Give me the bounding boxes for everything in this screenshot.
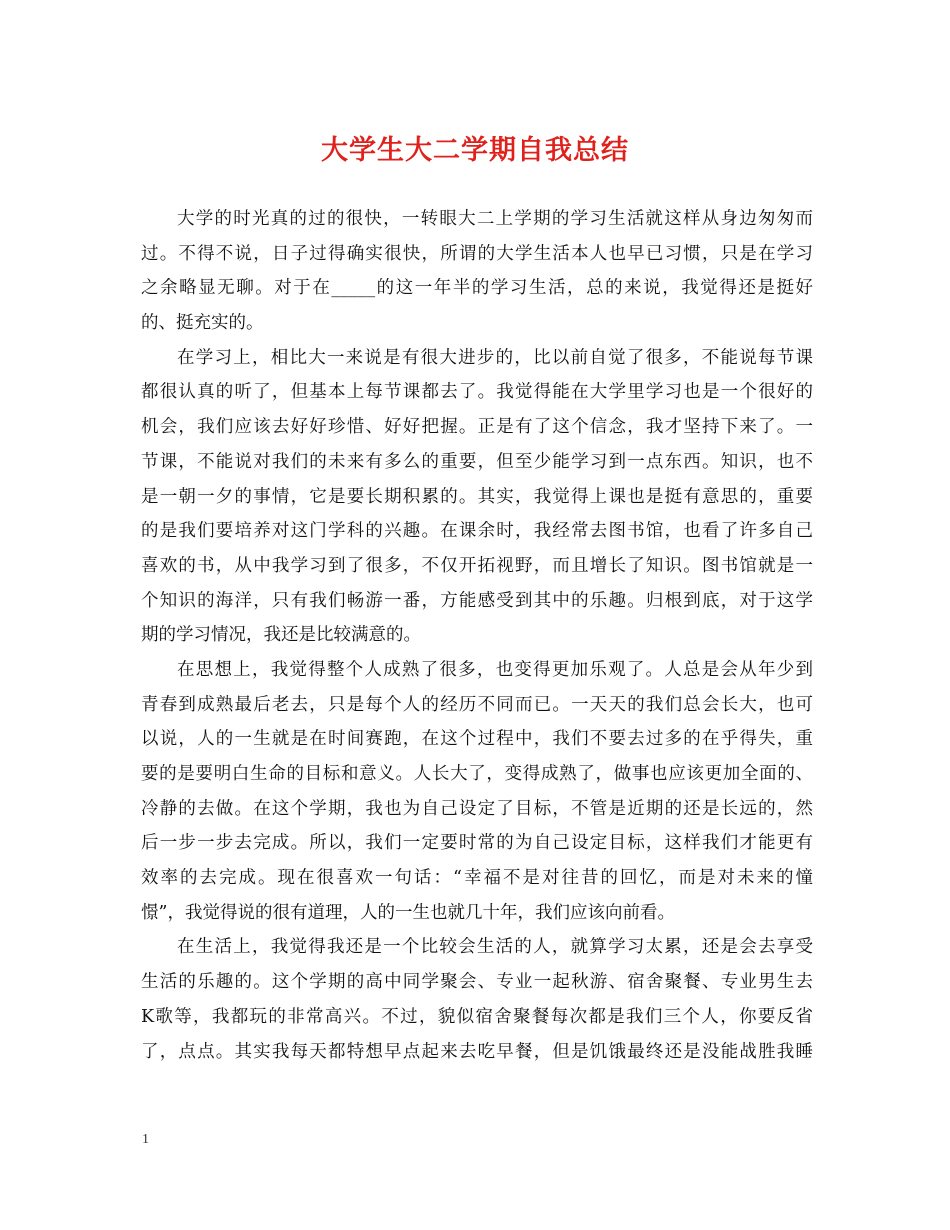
- paragraph-line: 都很认真的听了，但基本上每节课都去了。我觉得能在大学里学习也是一个很好的: [141, 382, 813, 403]
- paragraph-line: 过。不得不说，日子过得确实很快，所谓的大学生活本人也早已习惯，只是在学习: [141, 243, 813, 264]
- paragraph-line: 在学习上，相比大一来说是有很大进步的，比以前自觉了很多，不能说每节课: [177, 347, 813, 368]
- paragraph-line: 要的是要明白生命的目标和意义。人长大了，变得成熟了，做事也应该更加全面的、: [141, 764, 813, 784]
- paragraph-line: 喜欢的书，从中我学习到了很多，不仅开拓视野，而且增长了知识。图书馆就是一: [141, 555, 813, 576]
- paragraph-line: 后一步一步去完成。所以，我们一定要时常的为自己设定目标，这样我们才能更有: [141, 833, 813, 854]
- paragraph-line: 了，点点。其实我每天都特想早点起来去吃早餐，但是饥饿最终还是没能战胜我睡: [141, 1041, 813, 1062]
- paragraph-line: 冷静的去做。在这个学期，我也为自己设定了目标，不管是近期的还是长远的，然: [141, 798, 813, 819]
- paragraph-line: K歌等，我都玩的非常高兴。不过，貌似宿舍聚餐每次都是我们三个人，你要反省: [141, 1006, 813, 1027]
- paragraph-line: 效率的去完成。现在很喜欢一句话：“幸福不是对往昔的回忆，而是对未来的憧: [141, 868, 813, 889]
- paragraph-line: 生活的乐趣的。这个学期的高中同学聚会、专业一起秋游、宿舍聚餐、专业男生去: [141, 972, 813, 993]
- paragraph: [141, 653, 813, 931]
- paragraph-line: 青春到成熟最后老去，只是每个人的经历不同而已。一天天的我们总会长大，也可: [141, 694, 813, 715]
- paragraph: [141, 930, 813, 1069]
- document-title: 大学生大二学期自我总结: [321, 135, 629, 166]
- paragraph-line: 节课，不能说对我们的未来有多么的重要，但至少能学习到一点东西。知识，也不: [141, 451, 813, 472]
- paragraph-line: 在生活上，我觉得我还是一个比较会生活的人，就算学习太累，还是会去享受: [177, 937, 813, 958]
- paragraph: [141, 341, 813, 653]
- paragraph-line: 大学的时光真的过的很快，一转眼大二上学期的学习生活就这样从身边匆匆而: [177, 209, 813, 229]
- paragraph-line: 以说，人的一生就是在时间赛跑，在这个过程中，我们不要去过多的在乎得失，重: [141, 729, 813, 750]
- paragraph-line: 是一朝一夕的事情，它是要长期积累的。其实，我觉得上课也是挺有意思的，重要: [141, 486, 813, 507]
- paragraph-line: 个知识的海洋，只有我们畅游一番，方能感受到其中的乐趣。归根到底，对于这学: [141, 590, 813, 611]
- paragraph-line: 在思想上，我觉得整个人成熟了很多，也变得更加乐观了。人总是会从年少到: [177, 659, 813, 680]
- paragraph-line: 机会，我们应该去好好珍惜、好好把握。正是有了这个信念，我才坚持下来了。一: [141, 417, 813, 438]
- document-body: [141, 202, 813, 1069]
- paragraph-line: 之余略显无聊。对于在_____的这一年半的学习生活，总的来说，我觉得还是挺好: [141, 278, 813, 299]
- paragraph-line: 的是我们要培养对这门学科的兴趣。在课余时，我经常去图书馆，也看了许多自己: [141, 521, 813, 542]
- paragraph: [141, 202, 813, 341]
- paragraph-line: 期的学习情况，我还是比较满意的。: [141, 625, 421, 646]
- paragraph-line: 的、挺充实的。: [141, 313, 264, 334]
- paragraph-line: 憬”，我觉得说的很有道理，人的一生也就几十年，我们应该向前看。: [141, 902, 675, 923]
- page-number: 1: [142, 1132, 149, 1147]
